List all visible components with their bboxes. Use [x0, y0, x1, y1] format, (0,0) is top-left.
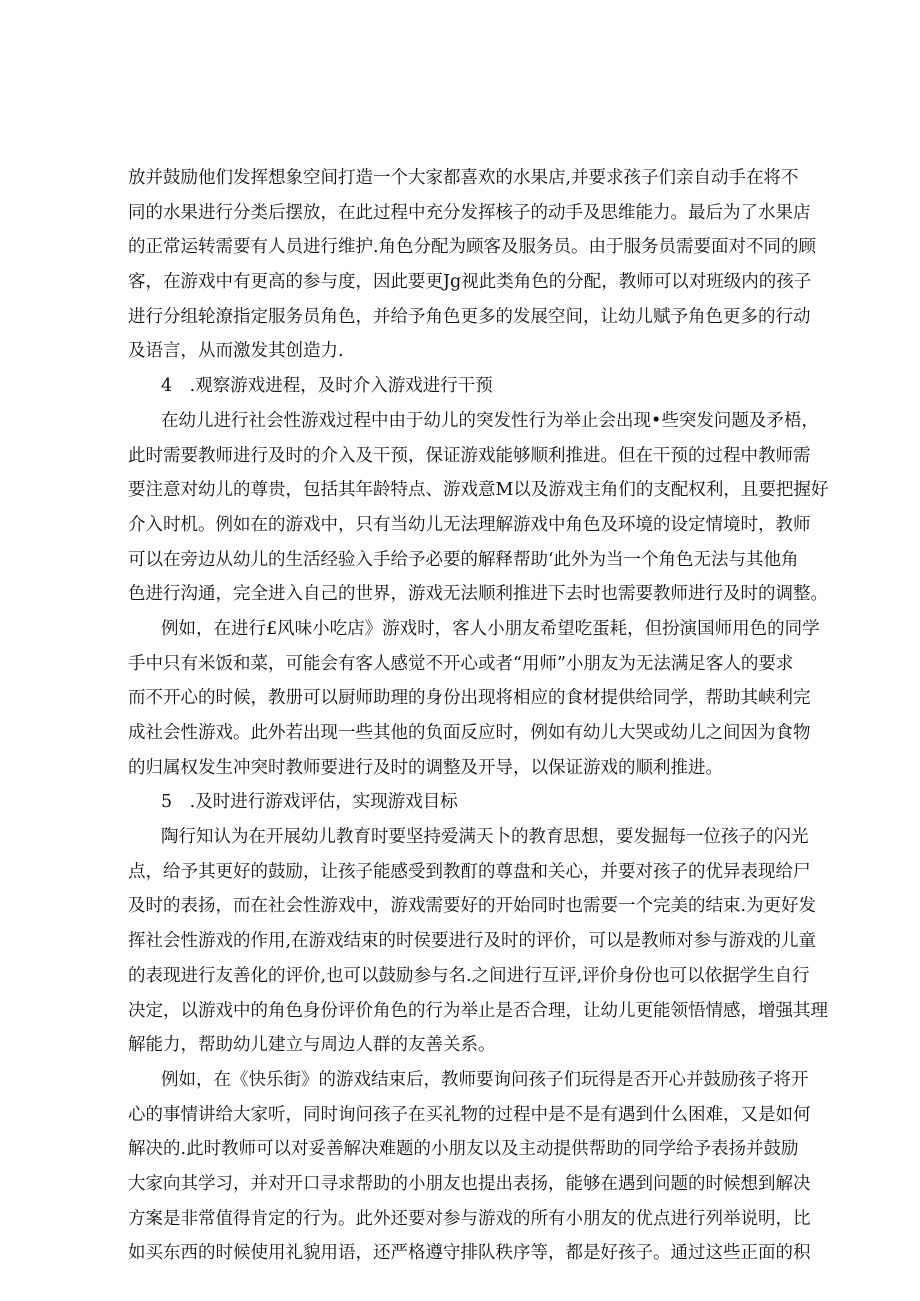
paragraph-line: 同的水果进行分类后摆放，在此过程中充分发挥核子的动手及思维能力。最后为了水果店: [128, 202, 811, 223]
paragraph-line: 进行分组轮潦指定服务员角色，并给予角色更多的发展空间，让幼儿赋予角色更多的行动: [128, 306, 811, 327]
paragraph-line: 挥社会性游戏的作用,在游戏结束的时侯要进行及时的评价，可以是教师对参与游戏的儿童: [128, 931, 817, 952]
section-heading-4: 4 .观察游戏进程，及时介入游戏进行干预: [161, 376, 493, 397]
paragraph-line: 解能力，帮助幼儿建立与周边人群的友善关系。: [128, 1035, 496, 1056]
paragraph-line: 及时的表扬，而在社会性游戏中，游戏需要好的开始同时也需要一个完美的结束.为更好发: [128, 896, 817, 917]
paragraph-line: 如买东西的时候使用礼貌用语，还严格遵守排队秩序等，都是好孩子。通过这些正面的积: [128, 1243, 811, 1264]
paragraph-line: 的归属权发生冲突时教师要进行及时的调整及开导，以保证游戏的顺利推进。: [128, 757, 723, 778]
paragraph-line: 解决的.此时教师可以对妥善解决难题的小朋友以及主动提供帮助的同学给予表扬并鼓励: [128, 1139, 799, 1160]
paragraph-line: 可以在旁边从幼儿的生活经验入手给予必要的解释帮助‘此外为当一个角色无法与其他角: [128, 549, 799, 570]
paragraph-line: 介入时机。例如在的游戏中，只有当幼儿无法理解游戏中角色及环境的设定情境时，教师: [128, 514, 811, 535]
paragraph-line: 放并鼓励他们发挥想象空间打造一个大家都喜欢的水果店,并要求孩子们亲自动手在将不: [128, 168, 799, 188]
paragraph-line: 成社会性游戏。此外若出现一些其他的负面反应时，例如有幼儿大哭或幼儿之间因为食物: [128, 723, 811, 743]
paragraph-line: 手中只有米饭和菜，可能会有客人感觉不开心或者“用师”小朋友为无法满足客人的要求: [128, 653, 794, 674]
paragraph-line: 客，在游戏中有更高的参与度，因此要更Jg视此类角色的分配，教师可以对班级内的孩子: [128, 272, 812, 293]
section-heading-5: 5 .及时进行游戏评估，实现游戏目标: [161, 792, 458, 813]
paragraph-line: 方案是非常值得肯定的行为。此外还要对参与游戏的所有小朋友的优点进行列举说明，比: [128, 1208, 811, 1229]
paragraph-line: 在幼儿进行社会性游戏过程中由于幼儿的突发性行为举止会出现•些突发问题及矛梧，: [161, 410, 819, 431]
paragraph-line: 心的事情讲给大家听，同时询问孩子在买礼物的过程中是不是有遇到什么困难，又是如何: [128, 1104, 811, 1125]
paragraph-line: 的正常运转需要有人员进行维护.角色分配为顾客及服务员。由于服务员需要面对不同的顾: [128, 237, 817, 258]
paragraph-line: 点，给予其更好的鼓励，让孩子能感受到教酊的尊盘和关心，并要对孩子的优异表现给尸: [128, 861, 811, 882]
paragraph-line: 决定，以游戏中的角色身份评价角色的行为举止是否合理，让幼儿更能领悟情感，增强其理: [128, 1000, 828, 1021]
paragraph-line: 例如，在进行£风味小吃店》游戏时，客人小朋友希望吃蛋耗，但扮演国师用色的同学: [161, 618, 820, 639]
paragraph-line: 色进行沟通，完全进入自己的世界，游戏无法顺利推进下去时也需要教师进行及时的调整。: [128, 584, 828, 605]
paragraph-line: 的表现进行友善化的评价,也可以鼓励参与名.之间进行互评,评价身份也可以依据学生自行: [128, 965, 810, 986]
paragraph-line: 要注意对幼儿的尊贵，包括其年龄特点、游戏意M以及游戏主角们的支配权利，且要把握好: [128, 480, 829, 501]
paragraph-line: 此时需要教师进行及时的介入及干预，保证游戏能够顺利推进。但在干预的过程中教师需: [128, 445, 811, 466]
paragraph-line: 及语言，从而激发其创造力.: [128, 341, 344, 362]
document-body: [128, 161, 829, 1271]
paragraph-line: 大家向其学习，并对开口寻求帮助的小朋友也提出表扬，能够在遇到问题的时候想到解决: [128, 1173, 811, 1194]
paragraph-line: 陶行知认为在开展幼儿教育时要坚持爱满天卜的教育思想，要发掘每一位孩子的闪光: [161, 827, 809, 848]
paragraph-line: 例如，在《快乐街》的游戏结束后，教师要询问孩子们玩得是否开心并鼓励孩子将开: [161, 1069, 809, 1090]
paragraph-line: 而不开心的时候，教册可以厨师助理的身份出现将相应的食材提供给同学，帮助其峡利完: [128, 688, 811, 709]
